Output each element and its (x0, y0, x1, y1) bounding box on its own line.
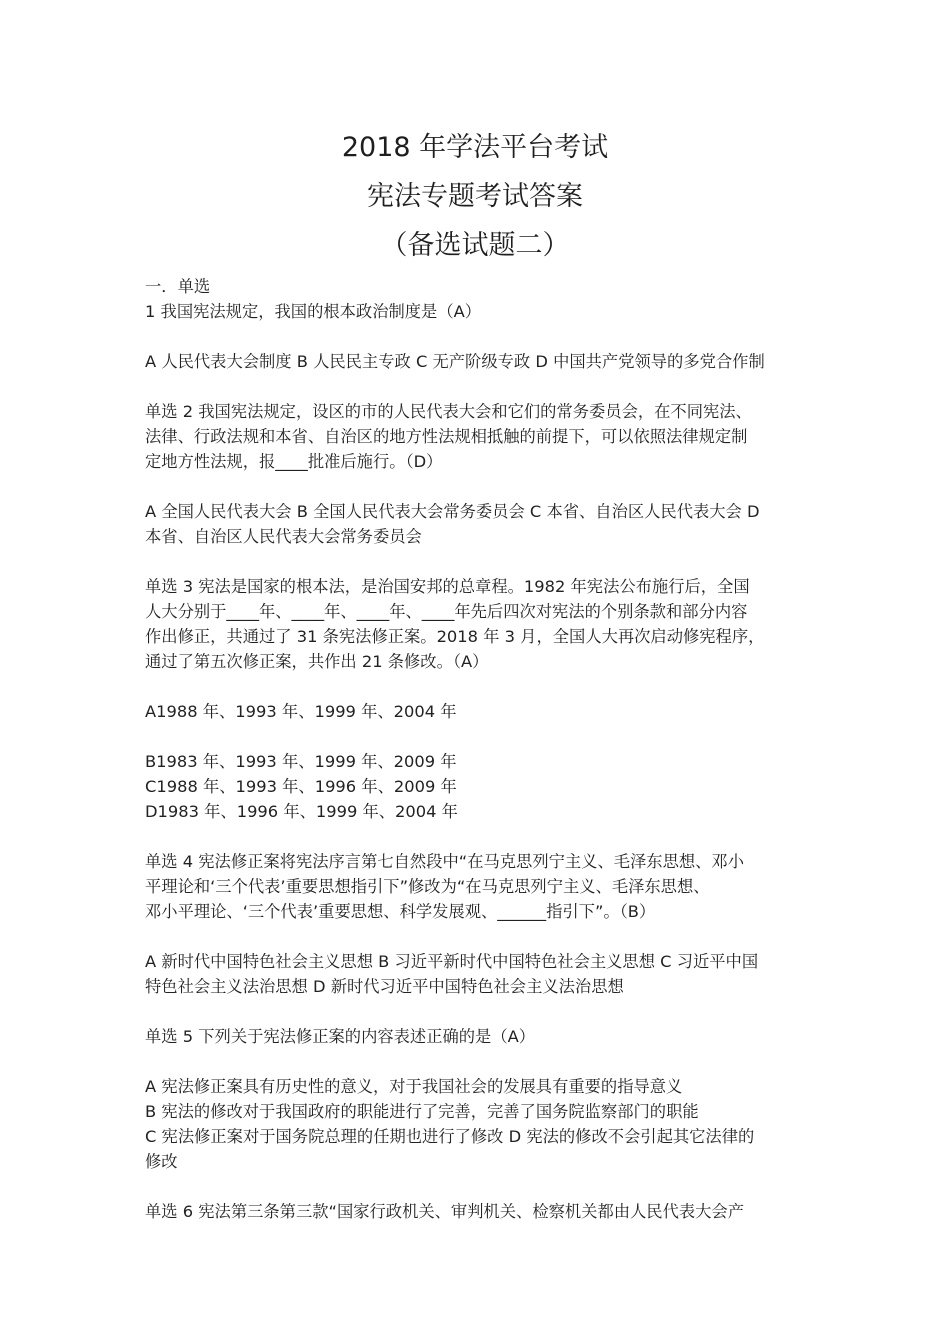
question-3-stem-line: 作出修正，共通过了 31 条宪法修正案。2018 年 3 月，全国人大再次启动修宪程序， (145, 627, 765, 646)
section-heading: 一．单选 (145, 277, 211, 296)
question-5-options-line: 修改 (145, 1152, 178, 1171)
question-3-stem-line: 人大分别于____年、____年、____年、____年先后四次对宪法的个别条款和部分内容 (145, 602, 748, 621)
question-2-stem-line: 单选 2 我国宪法规定，设区的市的人民代表大会和它们的常务委员会，在不同宪法、 (145, 402, 752, 421)
question-1-stem-line: 1 我国宪法规定，我国的根本政治制度是（A） (145, 302, 482, 321)
question-3-stem-line: 通过了第五次修正案，共作出 21 条修改。（A） (145, 652, 489, 671)
question-4-options-line: 特色社会主义法治思想 D 新时代习近平中国特色社会主义法治思想 (145, 977, 624, 996)
question-5-options-line: A 宪法修正案具有历史性的意义，对于我国社会的发展具有重要的指导意义 (145, 1077, 683, 1096)
spacer (145, 824, 810, 849)
spacer (145, 924, 810, 949)
question-3-option-b: B1983 年、1993 年、1999 年、2009 年 (145, 752, 457, 771)
document-title (0, 132, 950, 279)
question-3-option-c: C1988 年、1993 年、1996 年、2009 年 (145, 777, 457, 796)
spacer (145, 999, 810, 1024)
spacer (145, 374, 810, 399)
spacer (145, 724, 810, 749)
question-3-stem-line: 单选 3 宪法是国家的根本法，是治国安邦的总章程。1982 年宪法公布施行后，全国 (145, 577, 750, 596)
question-1-options-line: A 人民代表大会制度 B 人民民主专政 C 无产阶级专政 D 中国共产党领导的多党合作制 (145, 352, 765, 371)
question-4-stem-line: 平理论和‘三个代表’重要思想指引下”修改为“在马克思列宁主义、毛泽东思想、 (145, 877, 710, 896)
question-5-options-line: B 宪法的修改对于我国政府的职能进行了完善，完善了国务院监察部门的职能 (145, 1102, 699, 1121)
title-line-1: 2018 年学法平台考试 (341, 132, 609, 163)
spacer (145, 324, 810, 349)
question-2-options-line: A 全国人民代表大会 B 全国人民代表大会常务委员会 C 本省、自治区人民代表大会 D (145, 502, 760, 521)
title-line-3: （备选试题二） (380, 230, 570, 261)
question-2-options-line: 本省、自治区人民代表大会常务委员会 (145, 527, 422, 546)
question-4-stem-line: 邓小平理论、‘三个代表’重要思想、科学发展观、______指引下”。（B） (145, 902, 656, 921)
question-3-option-d: D1983 年、1996 年、1999 年、2004 年 (145, 802, 458, 821)
spacer (145, 1174, 810, 1199)
question-4-stem-line: 单选 4 宪法修正案将宪法序言第七自然段中“在马克思列宁主义、毛泽东思想、邓小 (145, 852, 744, 871)
question-3-option-a: A1988 年、1993 年、1999 年、2004 年 (145, 702, 457, 721)
spacer (145, 474, 810, 499)
spacer (145, 674, 810, 699)
spacer (145, 549, 810, 574)
question-2-stem-line: 定地方性法规，报____批准后施行。（D） (145, 452, 443, 471)
question-2-stem-line: 法律、行政法规和本省、自治区的地方性法规相抵触的前提下，可以依照法律规定制 (145, 427, 748, 446)
title-line-2: 宪法专题考试答案 (367, 181, 583, 212)
question-5-stem-line: 单选 5 下列关于宪法修正案的内容表述正确的是（A） (145, 1027, 536, 1046)
spacer (145, 1049, 810, 1074)
question-6-stem-line: 单选 6 宪法第三条第三款“国家行政机关、审判机关、检察机关都由人民代表大会产 (145, 1202, 744, 1221)
question-4-options-line: A 新时代中国特色社会主义思想 B 习近平新时代中国特色社会主义思想 C 习近平中国 (145, 952, 759, 971)
document-body (145, 274, 810, 1224)
question-5-options-line: C 宪法修正案对于国务院总理的任期也进行了修改 D 宪法的修改不会引起其它法律的 (145, 1127, 755, 1146)
